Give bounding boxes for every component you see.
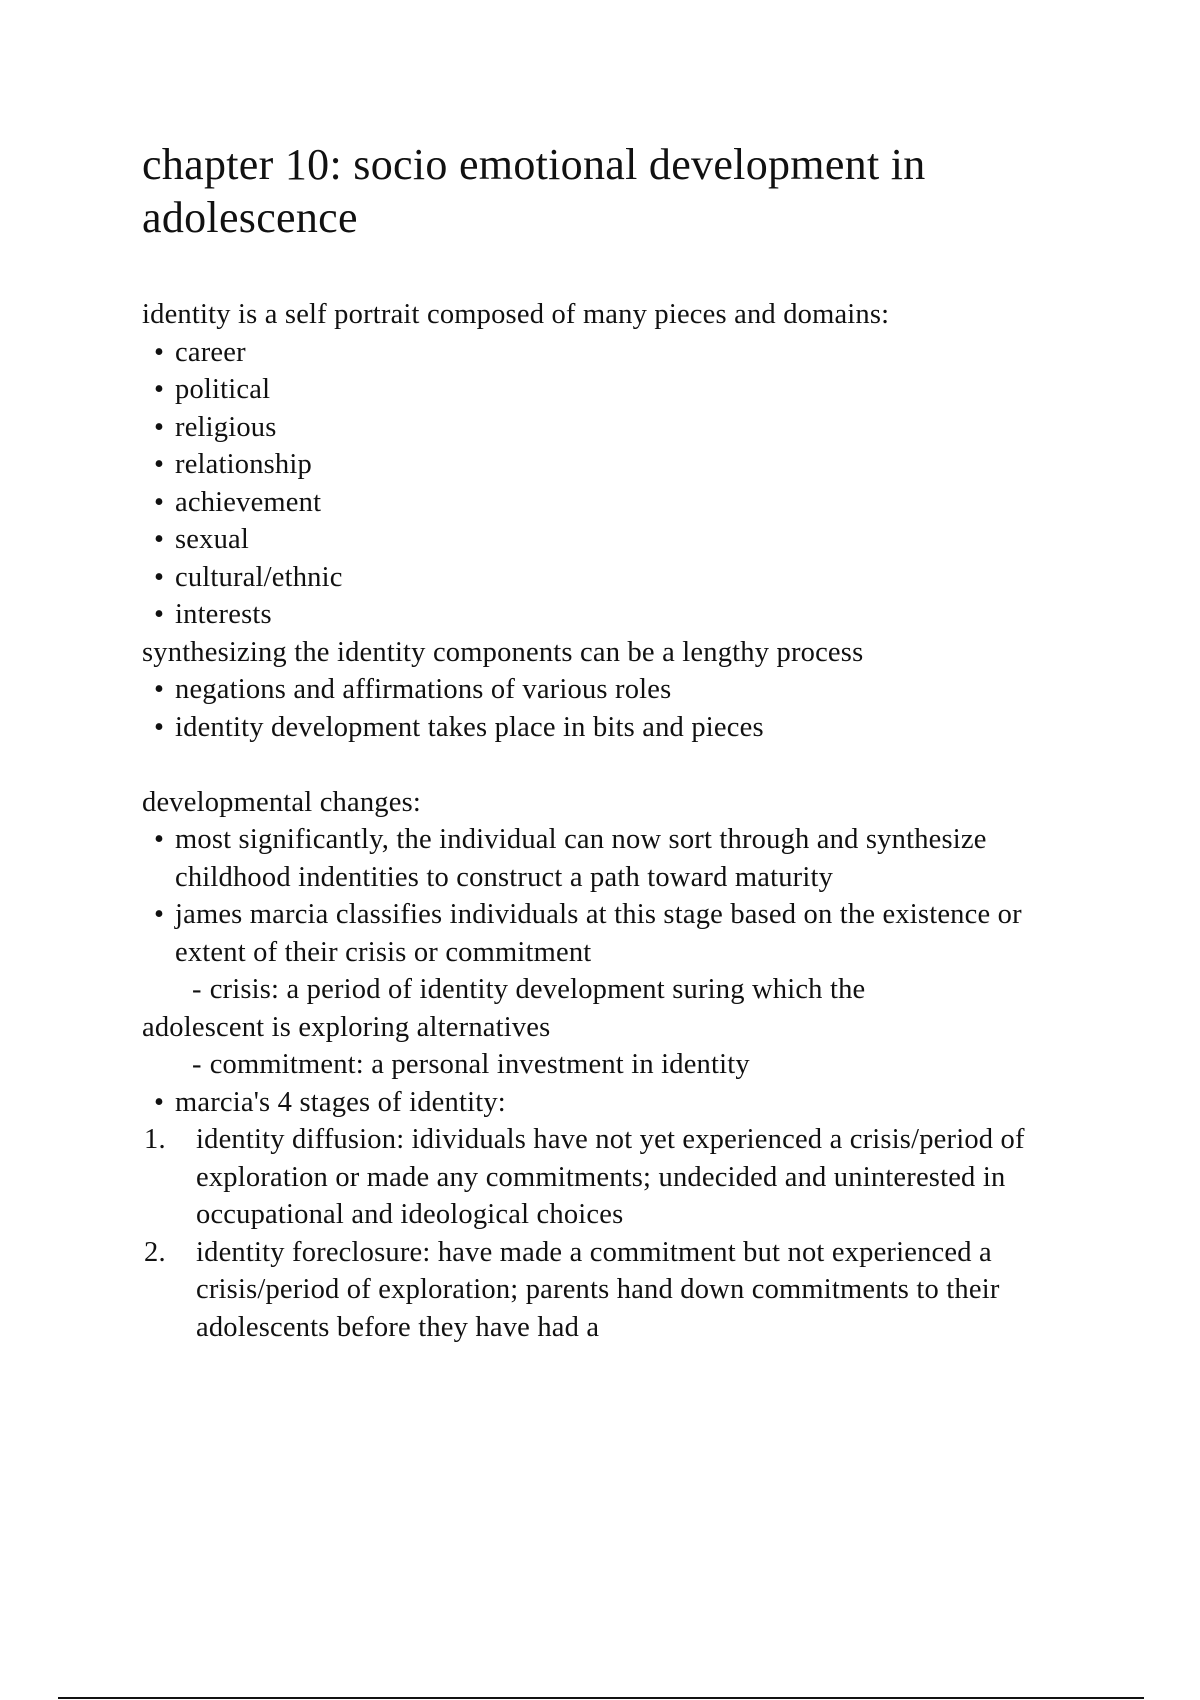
stage-text: identity diffusion: idividuals have not yet experienced a crisis/period of exploration or made any commitments; undecided and uninterested in occupational and ideological choices: [196, 1124, 1025, 1230]
list-item: • sexual: [142, 521, 1082, 559]
stage-number: 1.: [144, 1124, 166, 1155]
list-item: • most significantly, the individual can now sort through and synthesize childhood indentities to construct a path toward maturity: [142, 821, 1082, 896]
list-item: • political: [142, 371, 1082, 409]
list-item: • career: [142, 334, 1082, 372]
stage-item: [142, 1234, 1082, 1347]
stages-list: [142, 1121, 1082, 1346]
commitment-definition: - commitment: a personal investment in identity: [192, 1049, 750, 1080]
bullet-icon: •: [154, 336, 165, 368]
stage-item: [142, 1121, 1082, 1234]
bullet-icon: •: [154, 899, 165, 930]
page-title: chapter 10: socio emotional development in adolescence: [142, 140, 926, 242]
dash-icon: -: [192, 1049, 202, 1080]
synthesis-heading: synthesizing the identity components can be a lengthy process: [142, 636, 864, 668]
page-bottom-divider: [58, 1697, 1144, 1699]
stage-text: identity foreclosure: have made a commitment but not experienced a crisis/period of exploration; parents hand down commitments to their adolescents before they have had a: [196, 1236, 1000, 1343]
crisis-definition-continued: adolescent is exploring alternatives: [142, 1011, 551, 1043]
list-item: • marcia's 4 stages of identity:: [142, 1084, 1082, 1122]
list-item: • james marcia classifies individuals at this stage based on the existence or extent of their crisis or commitment: [142, 896, 1082, 971]
developmental-heading: developmental changes:: [142, 786, 422, 818]
bullet-icon: •: [154, 374, 165, 405]
bullet-icon: •: [154, 486, 165, 518]
list-item: • religious: [142, 409, 1082, 447]
crisis-definition: - crisis: a period of identity development suring which the: [192, 974, 866, 1005]
identity-domain-list: [142, 334, 1082, 634]
bullet-icon: •: [154, 674, 165, 705]
list-item: • identity development takes place in bits and pieces: [142, 709, 1082, 747]
notes-body: [142, 296, 1082, 1346]
bullet-icon: •: [154, 711, 165, 743]
list-item: • achievement: [142, 484, 1082, 522]
bullet-icon: •: [154, 524, 165, 555]
bullet-icon: •: [154, 1086, 165, 1118]
identity-intro: identity is a self portrait composed of many pieces and domains:: [142, 299, 890, 330]
bullet-icon: •: [154, 449, 165, 480]
bullet-icon: •: [154, 824, 165, 855]
list-item: • relationship: [142, 446, 1082, 484]
stage-number: 2.: [144, 1236, 166, 1268]
list-item: • interests: [142, 596, 1082, 634]
bullet-icon: •: [154, 599, 165, 630]
bullet-icon: •: [154, 561, 165, 593]
list-item: • negations and affirmations of various roles: [142, 671, 1082, 709]
synthesis-list: [142, 671, 1082, 746]
list-item: • cultural/ethnic: [142, 559, 1082, 597]
section-spacer: [142, 746, 1082, 784]
dash-icon: -: [192, 974, 202, 1005]
bullet-icon: •: [154, 411, 165, 443]
